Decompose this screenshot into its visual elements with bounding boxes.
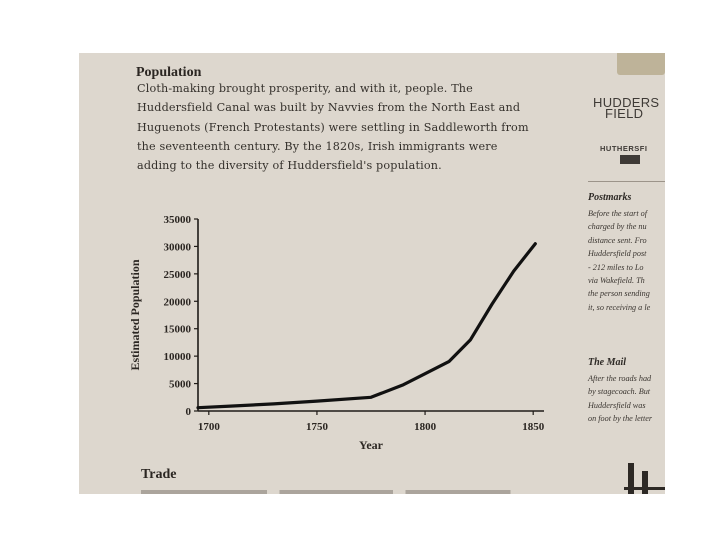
decorative-graphic [624,487,665,490]
y-tick-label: 35000 [163,214,191,226]
intro-line: Huguenots (French Protestants) were settling in Saddleworth from [137,120,529,134]
x-tick-label: 1850 [522,421,545,433]
sidebar-column [584,53,665,494]
y-tick-label: 30000 [163,241,191,254]
y-tick-label: 20000 [163,296,191,309]
huddersfield-stamp: HUDDERS FIELD [593,95,660,121]
mail-title: The Mail [588,357,627,368]
sidebar-divider [588,181,665,182]
intro-line: adding to the diversity of Huddersfield's population. [137,159,442,173]
y-tick-label: 5000 [169,378,191,391]
axes [194,219,544,415]
x-axis-label: Year [359,438,383,452]
postcard-image [617,53,665,75]
intro-line: the seventeenth century. By the 1820s, Irish immigrants were [137,139,498,153]
huthersfield-stamp: HUTHERSFI [600,144,648,153]
y-tick-label: 0 [185,406,191,418]
intro-line: Cloth-making brought prosperity, and with it, people. The [137,82,473,95]
stamp-box [620,155,640,164]
decorative-graphic [642,471,648,494]
intro-paragraph [137,79,552,175]
population-line [198,244,535,408]
section-title: Population [136,65,202,80]
tick-labels [164,214,545,433]
postmarks-text: Before the start of charged by the nu distance sent. Fro Huddersfield post - 212 miles to Lo via Wakefield. Th the person sending it, so receiving a le [588,209,651,312]
y-axis-label: Estimated Population [128,259,142,371]
x-tick-label: 1800 [414,421,437,433]
y-tick-label: 15000 [163,323,191,336]
trade-text-cutoff [141,485,561,494]
display-panel [79,53,665,494]
population-chart [119,203,559,463]
trade-title: Trade [141,467,177,482]
series [198,244,535,408]
intro-line: Huddersfield Canal was built by Navvies from the North East and [137,101,521,115]
x-tick-label: 1750 [305,421,328,433]
mail-text: After the roads had by stagecoach. But Huddersfield was on foot by the letter [588,374,653,424]
x-tick-label: 1700 [197,421,220,433]
postmarks-title: Postmarks [588,192,632,203]
y-tick-label: 10000 [163,351,191,364]
y-tick-label: 25000 [163,268,191,281]
